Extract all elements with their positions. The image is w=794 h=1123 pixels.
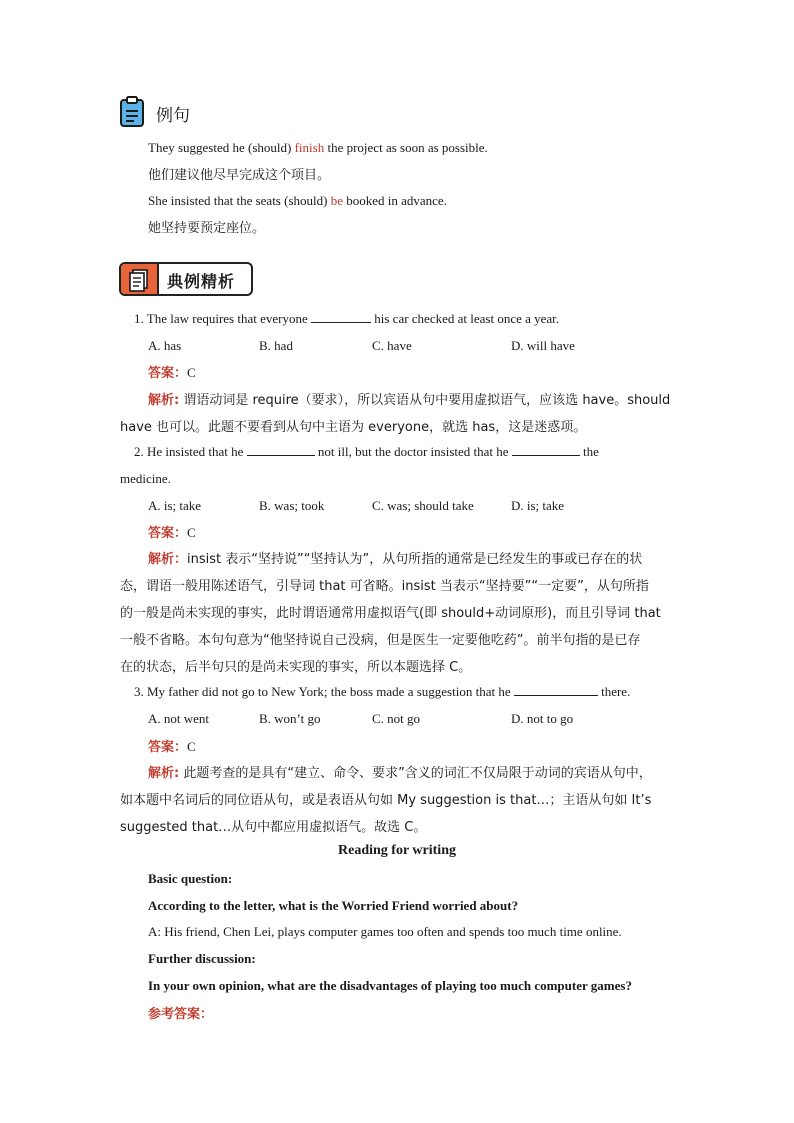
section-header-analysis xyxy=(119,262,253,296)
option: C. have xyxy=(372,338,412,353)
analysis-text: insist 表示“坚持说”“坚持认为”，从句所指的通常是已经发生的事或已存在的状 xyxy=(187,552,643,567)
section-title-analysis: 典例精析 xyxy=(167,272,236,291)
option: C. was; should take xyxy=(372,498,474,513)
option: B. had xyxy=(259,338,293,353)
analysis-line: 一般不省略。本句句意为“他坚持说自己没病，但是医生一定要他吃药”。前半句指的是已存 xyxy=(120,633,641,648)
analysis-line: 在的状态，后半句只的是尚未实现的事实，所以本题选择 C。 xyxy=(120,660,472,675)
example-text: booked in advance. xyxy=(342,193,447,208)
clipboard-icon xyxy=(119,96,145,128)
reference-answer-label: 参考答案： xyxy=(148,1007,214,1022)
option: A. not went xyxy=(148,711,210,726)
answer-label: 答案： xyxy=(148,740,188,755)
analysis-line: suggested that…从句中都应用虚拟语气。故选 C。 xyxy=(120,820,427,835)
question-1-stem xyxy=(134,311,559,327)
option: C. not go xyxy=(372,711,421,726)
question-text: there. xyxy=(597,684,631,699)
further-question: In your own opinion, what are the disadvantages of playing too much computer games? xyxy=(148,978,632,993)
answer-label: 答案： xyxy=(148,526,188,541)
section-title-examples: 例句 xyxy=(156,106,190,126)
analysis-line: 如本题中名词后的同位语从句，或是表语从句如 My suggestion is that…；主语从句如 It’s xyxy=(120,793,652,808)
question-text: his car checked at least once a year. xyxy=(371,311,560,326)
option: B. won’t go xyxy=(259,711,321,726)
answer-blank xyxy=(311,311,371,323)
analysis-line: have 也可以。此题不要看到从句中主语为 everyone，就选 has，这是迷惑项。 xyxy=(120,420,587,435)
answer-blank xyxy=(247,444,315,456)
answer-label: 答案： xyxy=(148,366,188,381)
analysis-line xyxy=(148,762,652,781)
example-verb: finish xyxy=(294,140,325,155)
example-verb: be xyxy=(330,193,343,208)
answer-line xyxy=(148,362,196,381)
example-sentence-1 xyxy=(148,140,488,156)
analysis-line: 态，谓语一般用陈述语气，引导词 that 可省略。insist 当表示“坚持要”“一定要”，从句所指 xyxy=(120,579,649,594)
answer-blank xyxy=(512,444,580,456)
document-icon xyxy=(121,264,159,294)
option: A. has xyxy=(148,338,182,353)
analysis-label: 解析: xyxy=(148,766,180,781)
analysis-text: 此题考查的是具有“建立、命令、要求”含义的词汇不仅局限于动词的宾语从句中， xyxy=(179,766,652,781)
analysis-line: 的一般是尚未实现的事实，此时谓语通常用虚拟语气(即 should+动词原形)，而且引导词 that xyxy=(120,606,661,621)
answer-value: C xyxy=(187,365,196,380)
example-translation-2: 她坚持要预定座位。 xyxy=(148,221,266,236)
question-text: the xyxy=(579,444,599,459)
answer-line xyxy=(148,736,196,755)
basic-question: According to the letter, what is the Worried Friend worried about? xyxy=(148,898,519,913)
answer-line xyxy=(148,522,196,541)
option: D. is; take xyxy=(511,498,565,513)
example-text: They suggested he (should) xyxy=(148,140,295,155)
analysis-line xyxy=(148,389,675,408)
analysis-label: 解析： xyxy=(148,552,188,567)
option: A. is; take xyxy=(148,498,202,513)
question-text: not ill, but the doctor insisted that he xyxy=(314,444,512,459)
further-discussion-label: Further discussion: xyxy=(148,951,256,966)
question-2-stem xyxy=(134,444,599,460)
answer-blank xyxy=(514,684,598,696)
option: D. will have xyxy=(511,338,575,353)
question-3-stem xyxy=(134,684,630,700)
basic-answer: A: His friend, Chen Lei, plays computer games too often and spends too much time online. xyxy=(148,924,622,939)
example-text: the project as soon as possible. xyxy=(324,140,488,155)
analysis-text: 谓语动词是 require（要求），所以宾语从句中要用虚拟语气，应该选 have。should xyxy=(179,393,671,408)
question-text: 3. My father did not go to New York; the boss made a suggestion that he xyxy=(134,684,514,699)
question-2-stem-cont: medicine. xyxy=(120,471,171,486)
example-sentence-2 xyxy=(148,193,447,209)
option: D. not to go xyxy=(511,711,574,726)
analysis-label: 解析: xyxy=(148,393,180,408)
reading-title: Reading for writing xyxy=(338,843,456,858)
analysis-line xyxy=(148,548,642,567)
example-text: She insisted that the seats (should) xyxy=(148,193,331,208)
question-text: 2. He insisted that he xyxy=(134,444,247,459)
option: B. was; took xyxy=(259,498,325,513)
example-translation-1: 他们建议他尽早完成这个项目。 xyxy=(148,168,331,183)
answer-value: C xyxy=(187,525,196,540)
question-text: 1. The law requires that everyone xyxy=(134,311,311,326)
basic-question-label: Basic question: xyxy=(148,871,233,886)
answer-value: C xyxy=(187,739,196,754)
